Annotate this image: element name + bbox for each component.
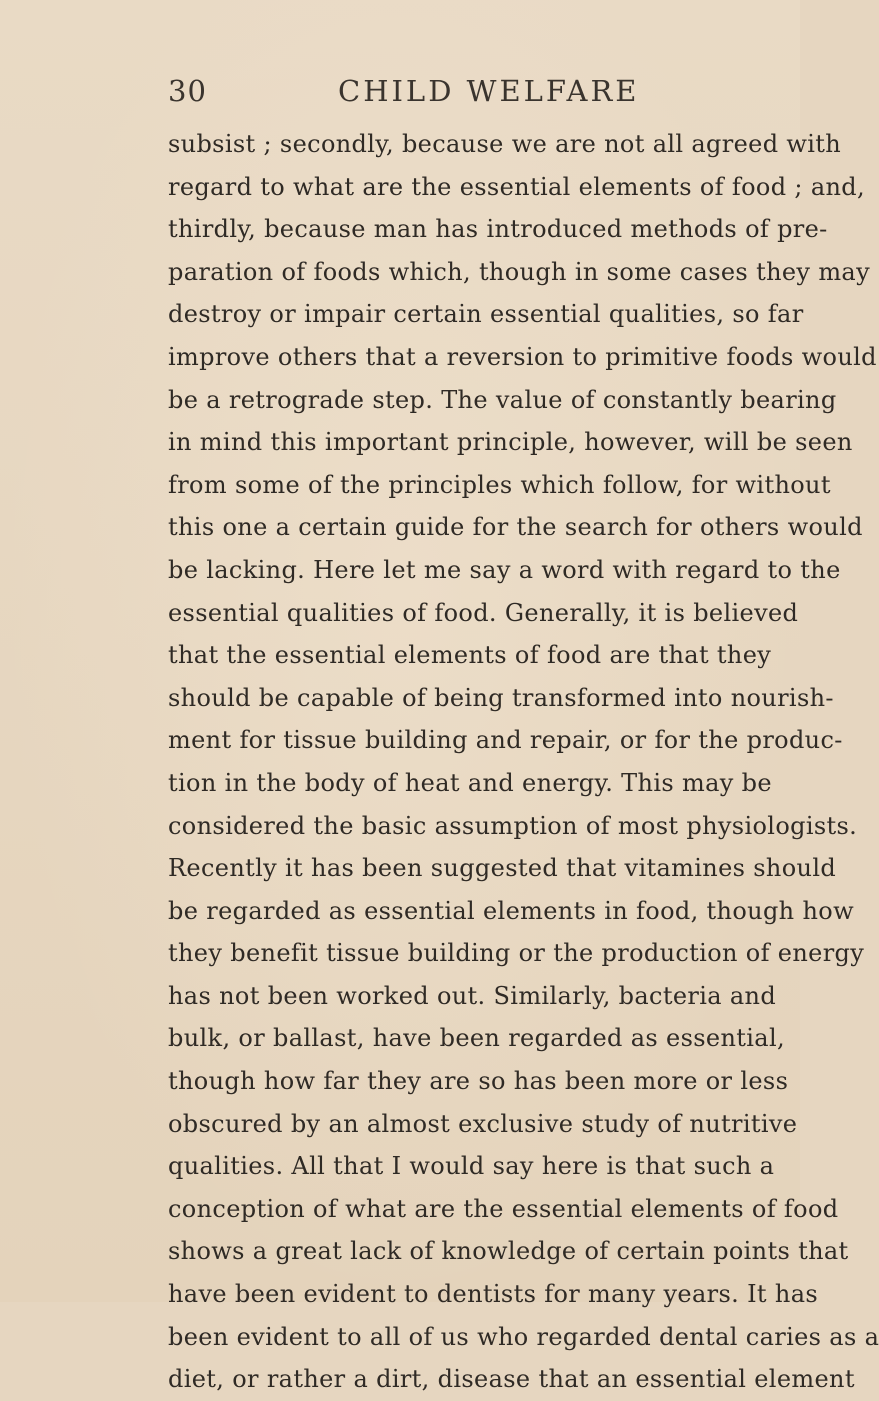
text-line: improve others that a reversion to primitive foods would bbox=[168, 342, 877, 371]
text-line: thirdly, because man has introduced methods of pre- bbox=[168, 215, 828, 244]
text-line: obscured by an almost exclusive study of nutritive bbox=[168, 1109, 798, 1138]
text-line: been evident to all of us who regarded dental caries as a bbox=[168, 1322, 879, 1351]
text-line: shows a great lack of knowledge of certain points that bbox=[168, 1237, 849, 1266]
text-line: destroy or impair certain essential qualities, so far bbox=[168, 300, 804, 329]
text-line: subsist ; secondly, because we are not all agreed with bbox=[168, 130, 842, 158]
text-line: be lacking. Here let me say a word with regard to the bbox=[168, 555, 841, 584]
text-line: diet, or rather a dirt, disease that an essential element bbox=[168, 1365, 855, 1394]
text-line: essential qualities of food. Generally, it is believed bbox=[168, 598, 799, 627]
text-line: from some of the principles which follow, for without bbox=[168, 470, 831, 499]
text-line: have been evident to dentists for many years. It has bbox=[168, 1280, 819, 1309]
text-line: paration of foods which, though in some cases they may bbox=[168, 257, 870, 286]
text-line: though how far they are so has been more or less bbox=[168, 1067, 789, 1096]
page-number: 30 bbox=[168, 74, 207, 108]
body-text bbox=[168, 123, 879, 1401]
text-line: should be capable of being transformed into nourish- bbox=[168, 683, 834, 712]
text-line: Recently it has been suggested that vitamines should bbox=[168, 854, 837, 883]
text-line: be a retrograde step. The value of constantly bearing bbox=[168, 385, 837, 414]
running-head bbox=[168, 74, 728, 114]
text-line: ment for tissue building and repair, or for the produc- bbox=[168, 726, 843, 755]
text-line: qualities. All that I would say here is that such a bbox=[168, 1152, 775, 1181]
text-line: considered the basic assumption of most physiologists. bbox=[168, 811, 858, 840]
text-line: be regarded as essential elements in food, though how bbox=[168, 896, 854, 925]
text-line: that the essential elements of food are that they bbox=[168, 641, 772, 670]
text-line: in mind this important principle, however, will be seen bbox=[168, 428, 853, 457]
text-line: conception of what are the essential elements of food bbox=[168, 1194, 839, 1223]
text-line: regard to what are the essential elements of food ; and, bbox=[168, 172, 865, 201]
text-line: they benefit tissue building or the production of energy bbox=[168, 939, 865, 968]
running-title: CHILD WELFARE bbox=[338, 74, 640, 108]
text-line: this one a certain guide for the search for others would bbox=[168, 513, 863, 542]
text-line: has not been worked out. Similarly, bacteria and bbox=[168, 981, 777, 1010]
text-line: tion in the body of heat and energy. This may be bbox=[168, 768, 772, 797]
text-line: bulk, or ballast, have been regarded as essential, bbox=[168, 1024, 785, 1053]
